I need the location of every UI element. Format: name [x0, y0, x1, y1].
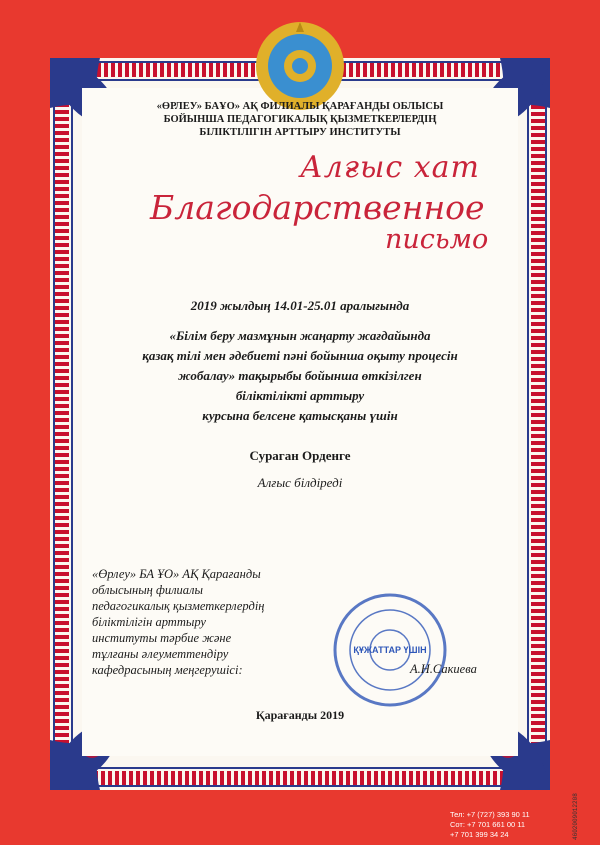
org-title-line: БІЛІКТІЛІГІН АРТТЫРУ ИНСТИТУТЫ [199, 127, 401, 138]
signatory-line: институты тәрбие және [92, 631, 232, 645]
city-year: Қарағанды 2019 [255, 708, 345, 722]
signatory-line: педагогикалық қызметкерлердің [92, 599, 265, 613]
course-line: курсына белсене қатысқаны үшін [202, 408, 398, 423]
signatory-line: облысының филиалы [92, 583, 203, 597]
period-text: 2019 жылдың 14.01-25.01 аралығында [190, 298, 410, 313]
signatory-line: «Өрлеу» БА ҰО» АҚ Қарағанды [92, 567, 261, 581]
signatory-line: біліктілігін арттыру [92, 615, 206, 629]
contact-line: Сот: +7 701 661 00 11 [450, 820, 526, 829]
stamp-text: ҚҰЖАТТАР ҮШІН [353, 645, 427, 655]
contact-line: Тел: +7 (727) 393 90 11 [450, 810, 530, 819]
contact-line: +7 701 399 34 24 [450, 830, 509, 839]
course-line: жобалау» тақырыбы бойынша өткізілген [178, 368, 422, 383]
organization-title [120, 100, 480, 139]
official-stamp-icon [330, 590, 450, 710]
signatory-line: кафедрасының меңгерушісі: [92, 663, 243, 677]
heading-kz: Алғыс хат [300, 150, 481, 185]
course-line: біліктілікті арттыру [235, 388, 365, 403]
recipient-name: Сураган Орденге [249, 448, 351, 463]
heading-ru-line2: письмо [385, 224, 489, 255]
heading-ru-line1: Благодарственное [150, 188, 485, 227]
course-line: «Білім беру мазмұнын жаңарту жағдайында [169, 328, 431, 343]
signatory-name: А.Н.Сакиева [410, 662, 477, 676]
signatory-line: тұлғаны әлеуметтендіру [92, 647, 229, 661]
org-title-line: «ӨРЛЕУ» БАҰО» АҚ ФИЛИАЛЫ ҚАРАҒАНДЫ ОБЛЫСЫ [156, 101, 444, 112]
course-line: қазақ тілі мен әдебиеті пәні бойынша оқыту процесін [142, 348, 458, 363]
barcode: 4602009012208 [572, 793, 579, 840]
org-title-line: БОЙЫНША ПЕДАГОГИКАЛЫҚ ҚЫЗМЕТКЕРЛЕРДІҢ [163, 114, 437, 125]
thanks-text: Алғыс білдіреді [257, 475, 343, 490]
